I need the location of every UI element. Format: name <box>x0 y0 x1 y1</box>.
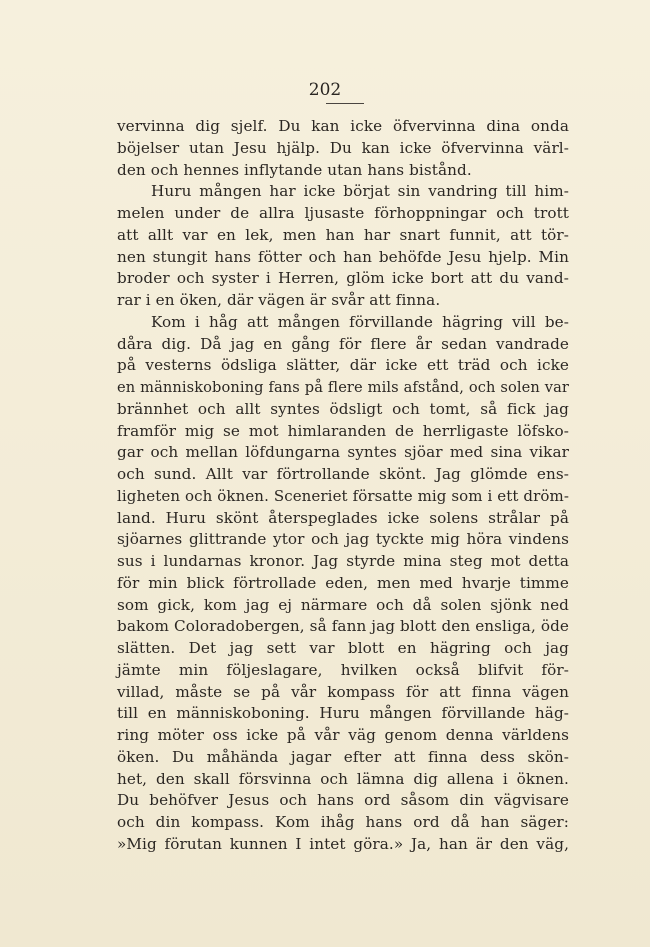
text-line: dåra dig. Då jag en gång för flere år sedan vandrade <box>117 334 569 353</box>
text-line: villad, måste se på vår kompass för att finna vägen <box>117 682 569 701</box>
text-line: Huru mången har icke börjat sin vandring till him- <box>151 182 569 201</box>
text-line: sus i lundarnas kronor. Jag styrde mina steg mot detta <box>117 552 569 570</box>
text-line: böjelser utan Jesu hjälp. Du kan icke öfvervinna värl- <box>117 138 569 157</box>
text-line: för min blick förtrollade eden, men med hvarje timme <box>117 573 569 592</box>
text-line: Kom i håg att mången förvillande hägring vill be- <box>151 312 569 331</box>
text-line: öken. Du måhända jagar efter att finna dess skön- <box>117 747 569 766</box>
text-line: och sund. Allt var förtrollande skönt. Jag glömde ens- <box>117 465 569 483</box>
text-line: på vesterns ödsliga slätter, där icke ett träd och icke <box>117 356 569 375</box>
text-line: Du behöfver Jesus och hans ord såsom din vägvisare <box>117 791 569 810</box>
text-line: till en människoboning. Huru mången förvillande häg- <box>117 704 569 723</box>
page-number-rule <box>326 103 364 104</box>
text-line: bakom Coloradobergen, så fann jag blott den ensliga, öde <box>117 617 569 636</box>
text-line: som gick, kom jag ej närmare och då solen sjönk ned <box>117 595 569 614</box>
text-line: jämte min följeslagare, hvilken också blifvit för- <box>117 660 569 679</box>
text-line: land. Huru skönt återspeglades icke solens strålar på <box>117 508 569 527</box>
text-line: att allt var en lek, men han har snart funnit, att tör- <box>117 225 569 244</box>
text-line: ligheten och öknen. Sceneriet försatte mig som i ett dröm- <box>117 486 569 505</box>
text-line: gar och mellan löfdungarna syntes sjöar med sina vikar <box>117 443 569 462</box>
page-number: 202 <box>308 80 342 100</box>
text-line: slätten. Det jag sett var blott en hägring och jag <box>117 639 569 657</box>
text-line: sjöarnes glittrande ytor och jag tyckte mig höra vindens <box>117 530 569 549</box>
text-line: framför mig se mot himlaranden de herrligaste löfsko- <box>117 421 569 440</box>
text-line: den och hennes inflytande utan hans bistånd. <box>117 160 472 179</box>
body-text <box>117 116 569 856</box>
text-line: ring möter oss icke på vår väg genom denna världens <box>117 726 569 744</box>
text-line: broder och syster i Herren, glöm icke bort att du vand- <box>117 269 569 288</box>
text-line: rar i en öken, där vägen är svår att finna. <box>117 291 441 309</box>
text-line: vervinna dig sjelf. Du kan icke öfvervinna dina onda <box>117 117 569 135</box>
text-line: »Mig förutan kunnen I intet göra.» Ja, han är den väg, <box>117 834 569 853</box>
text-line: och din kompass. Kom ihåg hans ord då han säger: <box>117 813 569 831</box>
text-line: nen stungit hans fötter och han behöfde Jesu hjelp. Min <box>117 247 569 266</box>
text-line: brännhet och allt syntes ödsligt och tomt, så fick jag <box>117 399 569 418</box>
text-line: melen under de allra ljusaste förhoppningar och trott <box>117 204 569 222</box>
text-line: het, den skall försvinna och lämna dig allena i öknen. <box>117 769 569 788</box>
text-line: en människoboning fans på flere mils afstånd, och solen var <box>117 379 569 396</box>
